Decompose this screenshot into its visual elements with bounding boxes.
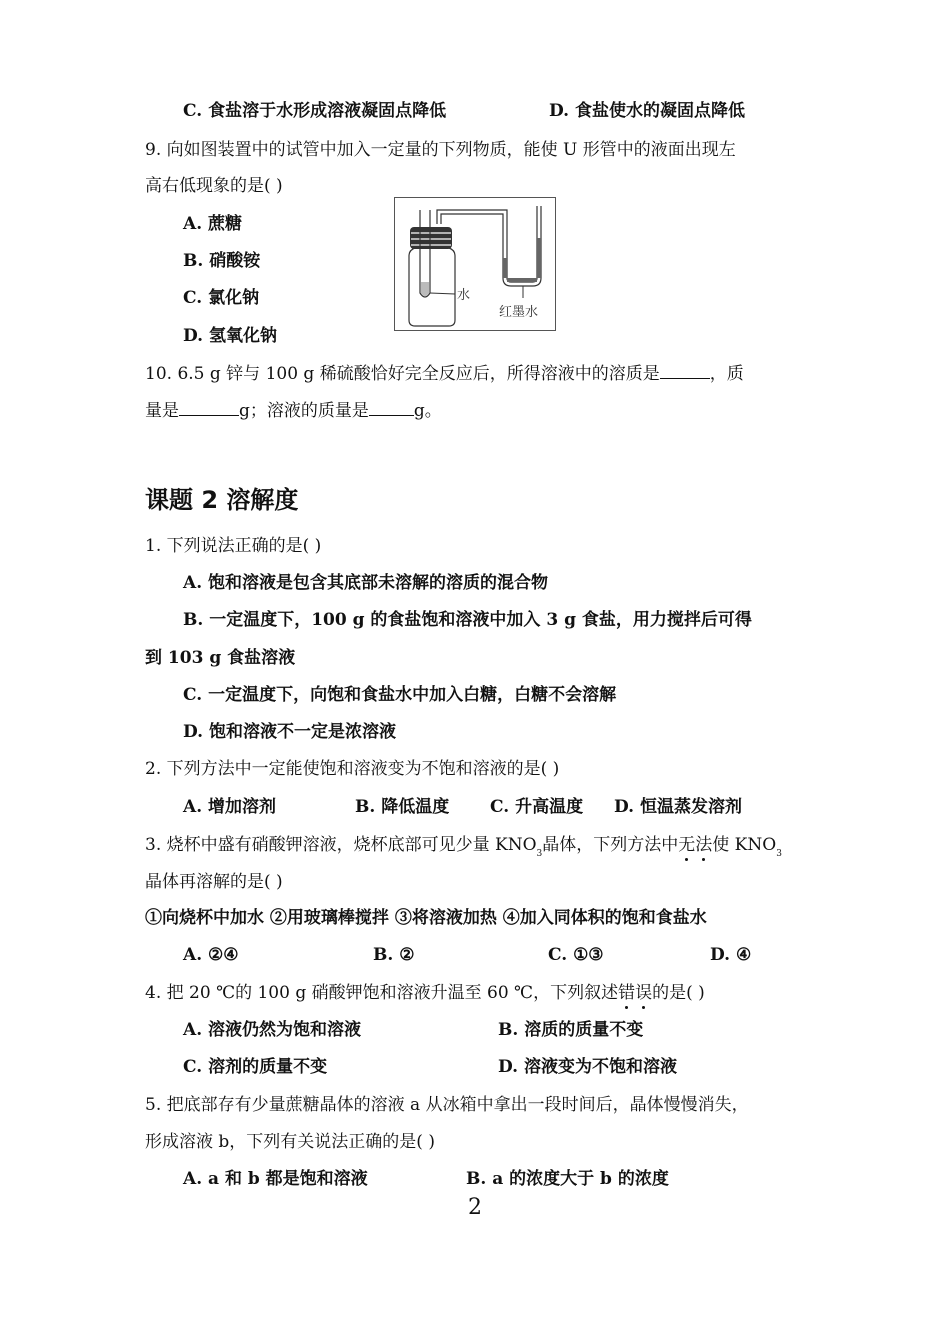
q10-line1 [145, 362, 744, 385]
q8-option-d: D. 食盐使水的凝固点降低 [549, 101, 745, 121]
apparatus-diagram [395, 198, 555, 330]
s2q5-stem-line1: 5. 把底部存有少量蔗糖晶体的溶液 a 从冰箱中拿出一段时间后，晶体慢慢消失， [145, 1095, 749, 1115]
s2q3-emphasis-1: 无 [678, 835, 696, 855]
s2q3-option-d: D. ④ [710, 945, 752, 965]
section-title: 课题 2 溶解度 [145, 486, 299, 514]
u-tube [503, 206, 541, 286]
s2q5-stem-line2: 形成溶液 b，下列有关说法正确的是( ) [145, 1132, 435, 1152]
q9-stem-line1: 9. 向如图装置中的试管中加入一定量的下列物质，能使 U 形管中的液面出现左 [145, 140, 736, 160]
s2q4-emphasis-2: 误 [635, 983, 653, 1003]
s2q4-text-b: 的是( ) [652, 983, 705, 1003]
s2q2-stem: 2. 下列方法中一定能使饱和溶液变为不饱和溶液的是( ) [145, 759, 560, 779]
s2q1-option-b-line2: 到 103 g 食盐溶液 [145, 648, 296, 668]
bottle [409, 248, 455, 326]
q9-stem-line2: 高右低现象的是( ) [145, 176, 283, 196]
s2q5-option-b: B. a 的浓度大于 b 的浓度 [466, 1169, 669, 1189]
q10-text-d: g；溶液的质量是 [239, 401, 369, 421]
s2q1-option-d: D. 饱和溶液不一定是浓溶液 [183, 722, 396, 742]
label-water: 水 [457, 288, 471, 303]
s2q4-emphasis-1: 错 [618, 983, 636, 1003]
s2q3-stem-line1 [145, 834, 782, 865]
s2q2-option-b: B. 降低温度 [355, 797, 450, 817]
s2q3-stem-line2: 晶体再溶解的是( ) [145, 872, 283, 892]
stopper [410, 227, 452, 249]
s2q4-option-b: B. 溶质的质量不变 [498, 1020, 644, 1040]
q9-option-a: A. 蔗糖 [183, 214, 243, 234]
apparatus-figure [394, 197, 556, 331]
s2q4-option-a: A. 溶液仍然为饱和溶液 [183, 1020, 362, 1040]
s2q3-option-c: C. ①③ [548, 945, 604, 965]
s2q1-option-c: C. 一定温度下，向饱和食盐水中加入白糖，白糖不会溶解 [183, 685, 617, 705]
q10-blank-mass[interactable] [179, 399, 239, 416]
water-in-tube [421, 282, 429, 296]
s2q1-option-a: A. 饱和溶液是包含其底部未溶解的溶质的混合物 [183, 573, 549, 593]
s2q2-option-d: D. 恒温蒸发溶剂 [614, 797, 742, 817]
s2q4-option-d: D. 溶液变为不饱和溶液 [498, 1057, 677, 1077]
q8-option-c: C. 食盐溶于水形成溶液凝固点降低 [183, 101, 447, 121]
s2q3-methods: ①向烧杯中加水 ②用玻璃棒搅拌 ③将溶液加热 ④加入同体积的饱和食盐水 [145, 908, 707, 928]
s2q2-option-c: C. 升高温度 [490, 797, 584, 817]
s2q5-option-a: A. a 和 b 都是饱和溶液 [183, 1169, 368, 1189]
s2q4-option-c: C. 溶剂的质量不变 [183, 1057, 328, 1077]
s2q4-stem [145, 982, 705, 1004]
s2q2-option-a: A. 增加溶剂 [183, 797, 277, 817]
s2q3-emphasis-2: 法 [695, 835, 713, 855]
q10-text-e: g。 [413, 401, 442, 421]
s2q4-text-a: 4. 把 20 ℃的 100 g 硝酸钾饱和溶液升温至 60 ℃，下列叙述 [145, 983, 619, 1003]
s2q3-text-a: 3. 烧杯中盛有硝酸钾溶液，烧杯底部可见少量 KNO [145, 835, 537, 855]
s2q1-option-b-line1: B. 一定温度下，100 g 的食盐饱和溶液中加入 3 g 食盐，用力搅拌后可得 [183, 610, 752, 630]
q10-text-a: 10. 6.5 g 锌与 100 g 稀硫酸恰好完全反应后，所得溶液中的溶质是 [145, 364, 660, 384]
q10-text-b: ，质 [709, 364, 744, 384]
q10-text-c: 量是 [145, 401, 179, 421]
s2q3-text-c: 使 KNO [712, 835, 777, 855]
q10-line2 [145, 399, 442, 422]
q10-blank-solution-mass[interactable] [369, 399, 414, 416]
s2q1-stem: 1. 下列说法正确的是( ) [145, 536, 322, 556]
label-red-ink: 红墨水 [499, 305, 539, 320]
page-number: 2 [468, 1195, 482, 1220]
q10-blank-solute[interactable] [660, 362, 710, 379]
q9-option-d: D. 氢氧化钠 [183, 326, 277, 346]
s2q3-subscript: 3 [536, 849, 543, 859]
s2q3-option-a: A. ②④ [183, 945, 239, 965]
q9-option-c: C. 氯化钠 [183, 288, 260, 308]
s2q3-option-b: B. ② [373, 945, 415, 965]
s2q3-text-b: 晶体，下列方法中 [542, 835, 679, 855]
s2q3-subscript-2: 3 [776, 849, 782, 859]
q9-option-b: B. 硝酸铵 [183, 251, 261, 271]
